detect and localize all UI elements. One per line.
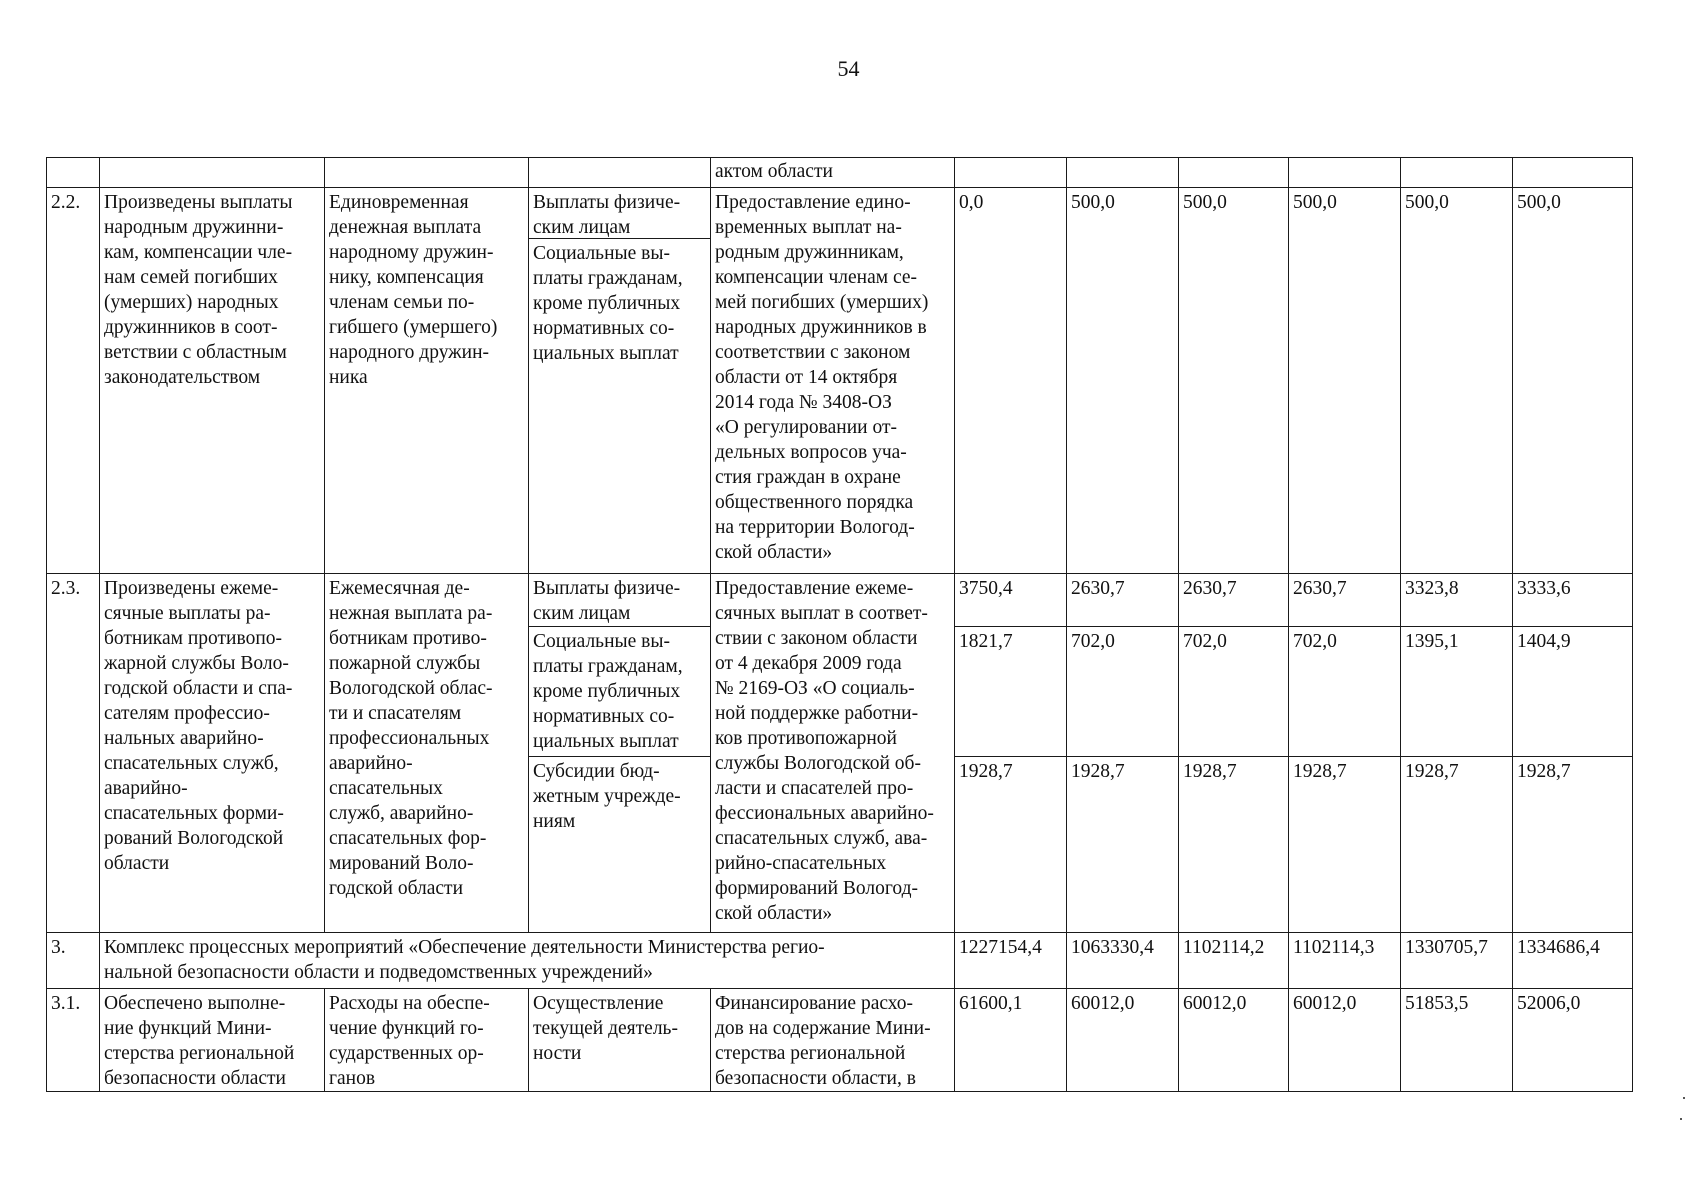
text-line: стерства региональной <box>104 1043 295 1064</box>
value-c: 1928,7 <box>1293 761 1347 782</box>
text-line: Предоставление ежеме- <box>715 578 914 599</box>
text-line: Вологодской облас- <box>329 678 493 699</box>
value-cell: 500,0 <box>1289 188 1401 574</box>
text-line: ботникам противо- <box>329 628 487 649</box>
value-cell: 1102114,3 <box>1289 933 1401 989</box>
text-line: гибшего (умершего) <box>329 317 498 338</box>
text-line: сячных выплат в соответ- <box>715 603 928 624</box>
text-line: ганов <box>329 1068 376 1089</box>
text-line: Комплекс процессных мероприятий «Обеспечение деятельности Министерства регио- <box>104 937 825 958</box>
text-line: ской области» <box>715 542 833 563</box>
value-b: 702,0 <box>1067 627 1178 757</box>
text-line: ботникам противопо- <box>104 628 282 649</box>
text-line: области <box>104 853 170 874</box>
value-cell: 1063330,4 <box>1067 933 1179 989</box>
measure-cell <box>325 574 529 933</box>
text-line: стерства региональной <box>715 1043 906 1064</box>
value-b: 1395,1 <box>1401 627 1512 757</box>
expense-type-b <box>529 239 710 366</box>
value-cell: 1102114,2 <box>1179 933 1289 989</box>
text-line: кроме публичных <box>533 293 681 314</box>
text-line: спасательных фор- <box>329 828 487 849</box>
measure-cell <box>325 188 529 574</box>
value-b: 702,0 <box>1289 627 1400 757</box>
table-row-2-3 <box>47 574 1633 933</box>
text-line: сателям профессио- <box>104 703 270 724</box>
text-line: членам семьи по- <box>329 292 475 313</box>
text-line: службы Вологодской об- <box>715 753 921 774</box>
text-line: аварийно- <box>104 778 188 799</box>
text-line: народного дружин- <box>329 342 490 363</box>
text-line: спасательных <box>329 778 443 799</box>
text-line: нормативных со- <box>533 318 675 339</box>
text-line: кам, компенсации чле- <box>104 242 293 263</box>
text-line: спасательных служб, ава- <box>715 828 928 849</box>
text-line: мирований Воло- <box>329 853 474 874</box>
value-stack <box>1513 574 1633 933</box>
value-b: 1404,9 <box>1513 627 1632 757</box>
text-line: формирований Вологод- <box>715 878 918 899</box>
expense-type-b <box>529 627 710 757</box>
text-line: ским лицам <box>533 603 631 624</box>
text-line: сударственных ор- <box>329 1043 484 1064</box>
text-line: жетным учрежде- <box>533 786 681 807</box>
value-cell: 0,0 <box>955 188 1067 574</box>
text-line: рийно-спасательных <box>715 853 887 874</box>
value-stack <box>1179 574 1289 933</box>
text-line: жарной службы Воло- <box>104 653 289 674</box>
value-cell: 500,0 <box>1513 188 1633 574</box>
text-line: безопасности области <box>104 1068 286 1089</box>
text-line: Произведены ежеме- <box>104 578 279 599</box>
text-line: циальных выплат <box>533 343 679 364</box>
text-line: дружинников в соот- <box>104 317 278 338</box>
text-line: народных дружинников в <box>715 317 927 338</box>
text-line: фессиональных аварийно- <box>715 803 934 824</box>
scan-speck <box>1680 1118 1682 1120</box>
value-total: 2630,7 <box>1289 574 1400 627</box>
text-line: нам семей погибших <box>104 267 278 288</box>
table-row-3 <box>47 933 1633 989</box>
table-row-continuation <box>47 158 1633 188</box>
text-line: ти и спасателям <box>329 703 462 724</box>
text-line: платы гражданам, <box>533 268 683 289</box>
text-line: ков противопожарной <box>715 728 897 749</box>
text-line: безопасности области, в <box>715 1068 916 1089</box>
text-line: денежная выплата <box>329 217 482 238</box>
value-cell: 61600,1 <box>955 989 1067 1092</box>
text-line: компенсации членам се- <box>715 267 917 288</box>
value-cell: 500,0 <box>1067 188 1179 574</box>
text-line: родным дружинникам, <box>715 242 904 263</box>
scan-speck <box>1683 1097 1685 1099</box>
text-line: ласти и спасателей про- <box>715 778 914 799</box>
page-number: 54 <box>837 56 860 81</box>
value-cell: 51853,5 <box>1401 989 1513 1092</box>
measure-cell <box>325 989 529 1092</box>
value-cell: 60012,0 <box>1289 989 1401 1092</box>
text-line: ной поддержке работни- <box>715 703 919 724</box>
text-line: Выплаты физиче- <box>533 578 681 599</box>
value-total: 2630,7 <box>1179 574 1288 627</box>
result-cell <box>100 574 325 933</box>
text-line: спасательных форми- <box>104 803 284 824</box>
value-cell: 1227154,4 <box>955 933 1067 989</box>
text-line: народным дружинни- <box>104 217 284 238</box>
text-line: ника <box>329 367 368 388</box>
expense-type-a <box>529 188 710 239</box>
text-line: № 2169-ОЗ «О социаль- <box>715 678 915 699</box>
text-line: нальных аварийно- <box>104 728 264 749</box>
value-cell: 1334686,4 <box>1513 933 1633 989</box>
text-line: годской области и спа- <box>104 678 293 699</box>
expense-type-cell <box>529 989 711 1092</box>
text-line: нику, компенсация <box>329 267 484 288</box>
value-cell: 52006,0 <box>1513 989 1633 1092</box>
value-cell: 60012,0 <box>1067 989 1179 1092</box>
text-line: Предоставление едино- <box>715 192 911 213</box>
value-cell: 60012,0 <box>1179 989 1289 1092</box>
value-cell: 1330705,7 <box>1401 933 1513 989</box>
value-c: 1928,7 <box>1517 761 1571 782</box>
text-line: годской области <box>329 878 464 899</box>
text-line: спасательных служб, <box>104 753 279 774</box>
text-line: соответствии с законом <box>715 342 911 363</box>
text-line: (умерших) народных <box>104 292 279 313</box>
value-cell: 500,0 <box>1179 188 1289 574</box>
text-line: 2014 года № 3408-ОЗ <box>715 392 892 413</box>
basis-cell <box>711 574 955 933</box>
result-cell <box>100 989 325 1092</box>
text-line: общественного порядка <box>715 492 914 513</box>
value-stack <box>1289 574 1401 933</box>
text-line: рований Вологодской <box>104 828 284 849</box>
value-c: 1928,7 <box>959 761 1013 782</box>
row-number: 2.3. <box>47 574 100 933</box>
text-line: Финансирование расхо- <box>715 993 914 1014</box>
text-line: платы гражданам, <box>533 656 683 677</box>
text-line: Единовременная <box>329 192 469 213</box>
row-number: 2.2. <box>47 188 100 574</box>
text-line: стия граждан в охране <box>715 467 901 488</box>
value-total: 3750,4 <box>955 574 1066 627</box>
text-line: нормативных со- <box>533 706 675 727</box>
text-line: ствии с законом области <box>715 628 918 649</box>
text-line: ским лицам <box>533 217 631 238</box>
value-c: 1928,7 <box>1071 761 1125 782</box>
section-title <box>100 933 955 989</box>
value-c: 1928,7 <box>1405 761 1459 782</box>
expense-type-a <box>529 574 710 627</box>
text-line: «О регулировании от- <box>715 417 897 438</box>
text-line: нальной безопасности области и подведомственных учреждений» <box>104 962 653 983</box>
text-line: Социальные вы- <box>533 631 670 652</box>
table-row-3-1 <box>47 989 1633 1092</box>
text-line: аварийно- <box>329 753 413 774</box>
text-line: на территории Вологод- <box>715 517 915 538</box>
text-line: пожарной службы <box>329 653 481 674</box>
text-line: Произведены выплаты <box>104 192 293 213</box>
text-line: Обеспечено выполне- <box>104 993 286 1014</box>
text-line: временных выплат на- <box>715 217 902 238</box>
text-line: ниям <box>533 811 576 832</box>
text-line: Ежемесячная де- <box>329 578 470 599</box>
value-total: 3333,6 <box>1513 574 1632 627</box>
value-stack <box>955 574 1067 933</box>
expense-type-cell <box>529 574 711 933</box>
text-line: ветствии с областным <box>104 342 287 363</box>
text-line: Социальные вы- <box>533 243 670 264</box>
text-line: чение функций го- <box>329 1018 484 1039</box>
text-line: ние функций Мини- <box>104 1018 272 1039</box>
text-line: области от 14 октября <box>715 367 898 388</box>
table-row-2-2 <box>47 188 1633 574</box>
text-line: дельных вопросов уча- <box>715 442 907 463</box>
value-total: 2630,7 <box>1067 574 1178 627</box>
text-line: Расходы на обеспе- <box>329 993 490 1014</box>
text-line: Осуществление <box>533 993 664 1014</box>
text-line: сячные выплаты ра- <box>104 603 271 624</box>
text-line: народному дружин- <box>329 242 494 263</box>
expense-type-cell <box>529 188 711 574</box>
expense-type-c <box>529 757 710 932</box>
result-cell <box>100 188 325 574</box>
value-stack <box>1067 574 1179 933</box>
text-line: Субсидии бюд- <box>533 761 660 782</box>
value-b: 1821,7 <box>955 627 1066 757</box>
value-c: 1928,7 <box>1183 761 1237 782</box>
value-cell: 500,0 <box>1401 188 1513 574</box>
text-line: ности <box>533 1043 582 1064</box>
text-line: текущей деятель- <box>533 1018 678 1039</box>
text-line: профессиональных <box>329 728 490 749</box>
value-stack <box>1401 574 1513 933</box>
text-line: кроме публичных <box>533 681 681 702</box>
row-number: 3.1. <box>47 989 100 1092</box>
text-line: законодательством <box>104 367 261 388</box>
text-line: мей погибших (умерших) <box>715 292 929 313</box>
value-b: 702,0 <box>1179 627 1288 757</box>
text-line: Выплаты физиче- <box>533 192 681 213</box>
basis-cell <box>711 188 955 574</box>
basis-cell: актом области <box>711 158 955 188</box>
text-line: от 4 декабря 2009 года <box>715 653 902 674</box>
text-line: служб, аварийно- <box>329 803 474 824</box>
value-total: 3323,8 <box>1401 574 1512 627</box>
text-line: циальных выплат <box>533 731 679 752</box>
text-line: нежная выплата ра- <box>329 603 493 624</box>
program-table <box>46 157 1633 1092</box>
row-number: 3. <box>47 933 100 989</box>
text-line: дов на содержание Мини- <box>715 1018 931 1039</box>
text-line: ской области» <box>715 903 833 924</box>
basis-cell <box>711 989 955 1092</box>
